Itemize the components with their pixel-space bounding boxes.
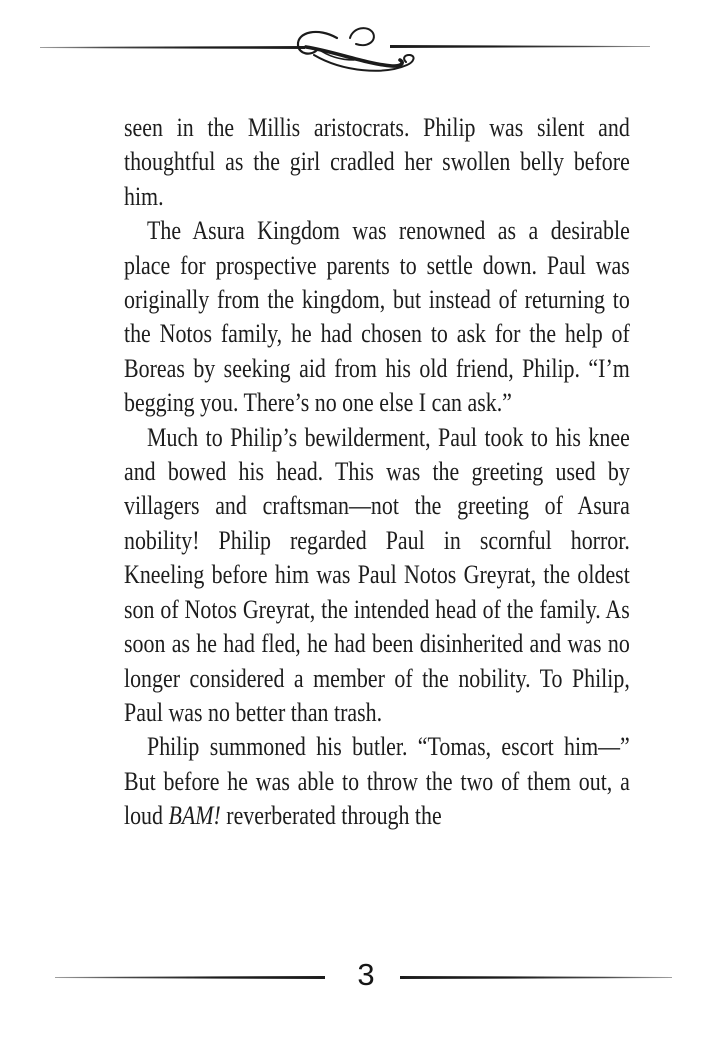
paragraph xyxy=(124,421,630,731)
paragraph xyxy=(124,730,630,833)
body-text: reverberated through the xyxy=(220,801,442,831)
italic-text: BAM! xyxy=(168,801,221,831)
header-rule-right xyxy=(390,45,650,48)
body-text: seen in the Millis aristocrats. Philip was silent and thoughtful as the girl cradled her swollen belly before him. xyxy=(124,113,630,211)
footer-rule-right xyxy=(400,976,672,979)
flourish-icon xyxy=(288,24,448,96)
body-text: Much to Philip’s bewilderment, Paul took to his knee and bowed his head. This was the greeting used by villagers and craftsman—not the greeting of Asura nobility! Philip regarded Paul in scornful horror. Kneeling before him was Paul Notos Greyrat, the oldest son of Notos Greyrat, the intended head of the family. As soon as he had fled, he had been disinherited and was no longer considered a member of the nobility. To Philip, Paul was no better than trash. xyxy=(124,422,630,727)
page-number: 3 xyxy=(357,957,375,992)
header-rule-left xyxy=(40,46,305,49)
footer-rule-left xyxy=(55,976,325,979)
paragraph xyxy=(124,111,630,214)
page-text xyxy=(124,111,630,834)
body-text: Philip summoned his butler. “Tomas, escort him—” But before he was able to throw the two of them out, a loud xyxy=(124,732,630,831)
body-text: The Asura Kingdom was renowned as a desirable place for prospective parents to settle down. Paul was originally from the kingdom, but instead of returning to the Notos family, he had chosen to ask for the help of Boreas by seeking aid from his old friend, Philip. “I’m begging you. There’s no one else I can ask.” xyxy=(124,216,630,418)
paragraph xyxy=(124,214,630,420)
